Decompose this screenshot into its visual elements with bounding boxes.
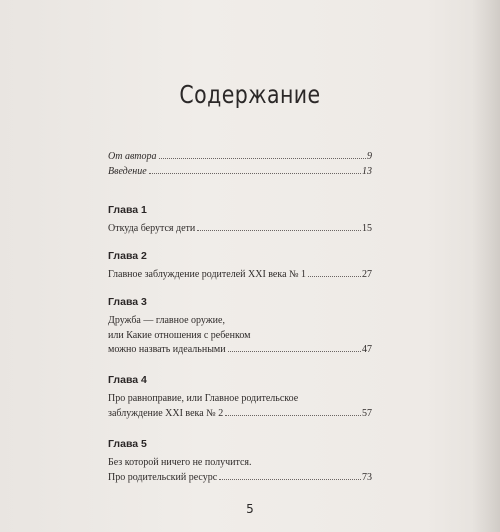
toc-entry-page: 13 bbox=[362, 165, 372, 177]
chapter-3 bbox=[108, 296, 372, 358]
toc-entry-from-author[interactable] bbox=[108, 150, 372, 165]
front-matter-list bbox=[108, 150, 372, 179]
toc-entry-label: можно назвать идеальными bbox=[108, 344, 226, 355]
toc-entry-page: 73 bbox=[362, 471, 372, 483]
toc-entry-page: 47 bbox=[362, 344, 372, 355]
toc-entry-chapter-4[interactable] bbox=[108, 392, 372, 421]
toc-entry-last-line bbox=[108, 407, 372, 422]
toc-entry-label: Введение bbox=[108, 165, 147, 177]
toc-entry-line: Дружба — главное оружие, bbox=[108, 315, 225, 326]
page-number: 5 bbox=[246, 502, 254, 516]
toc-entry-last-line bbox=[108, 343, 372, 358]
chapter-heading: Глава 1 bbox=[108, 204, 147, 216]
toc-entry-label: заблуждение XXI века № 2 bbox=[108, 407, 224, 419]
toc-entry-chapter-5[interactable] bbox=[108, 456, 372, 485]
page-edge-shadow bbox=[472, 0, 500, 532]
chapter-4 bbox=[108, 374, 372, 421]
chapter-2 bbox=[108, 250, 372, 283]
toc-entry-last-line bbox=[108, 471, 372, 486]
toc-entry-chapter-2[interactable] bbox=[108, 268, 372, 283]
chapter-1 bbox=[108, 204, 372, 237]
toc-entry-label: От автора bbox=[108, 151, 157, 162]
toc-entry-label: Откуда берутся дети bbox=[108, 223, 196, 234]
dot-leader bbox=[149, 173, 361, 174]
chapter-heading: Глава 4 bbox=[108, 374, 147, 386]
dot-leader bbox=[225, 415, 361, 416]
page-title: Содержание bbox=[179, 80, 321, 109]
dot-leader bbox=[159, 158, 366, 159]
toc-entry-label: Главное заблуждение родителей XXI века № 1 bbox=[108, 269, 307, 280]
chapter-heading: Глава 5 bbox=[108, 438, 147, 450]
toc-entry-page: 15 bbox=[362, 223, 372, 234]
toc-entry-page: 57 bbox=[362, 407, 372, 419]
toc-entry-line: Без которой ничего не получится. bbox=[108, 457, 252, 468]
toc-entry-line: Про равноправие, или Главное родительское bbox=[108, 393, 299, 404]
toc-entry-label: Про родительский ресурс bbox=[108, 471, 218, 483]
toc-entry-chapter-3[interactable] bbox=[108, 314, 372, 358]
chapter-heading: Глава 3 bbox=[108, 296, 147, 308]
dot-leader bbox=[228, 351, 361, 352]
toc-entry-line: или Какие отношения с ребенком bbox=[108, 329, 251, 341]
toc-entry-page: 27 bbox=[362, 269, 372, 280]
toc-entry-page: 9 bbox=[367, 151, 372, 162]
chapter-5 bbox=[108, 438, 372, 485]
dot-leader bbox=[219, 479, 361, 480]
dot-leader bbox=[308, 276, 361, 277]
dot-leader bbox=[197, 230, 361, 231]
toc-entry-introduction[interactable] bbox=[108, 165, 372, 180]
toc-entry-chapter-1[interactable] bbox=[108, 222, 372, 237]
chapter-heading: Глава 2 bbox=[108, 250, 147, 262]
